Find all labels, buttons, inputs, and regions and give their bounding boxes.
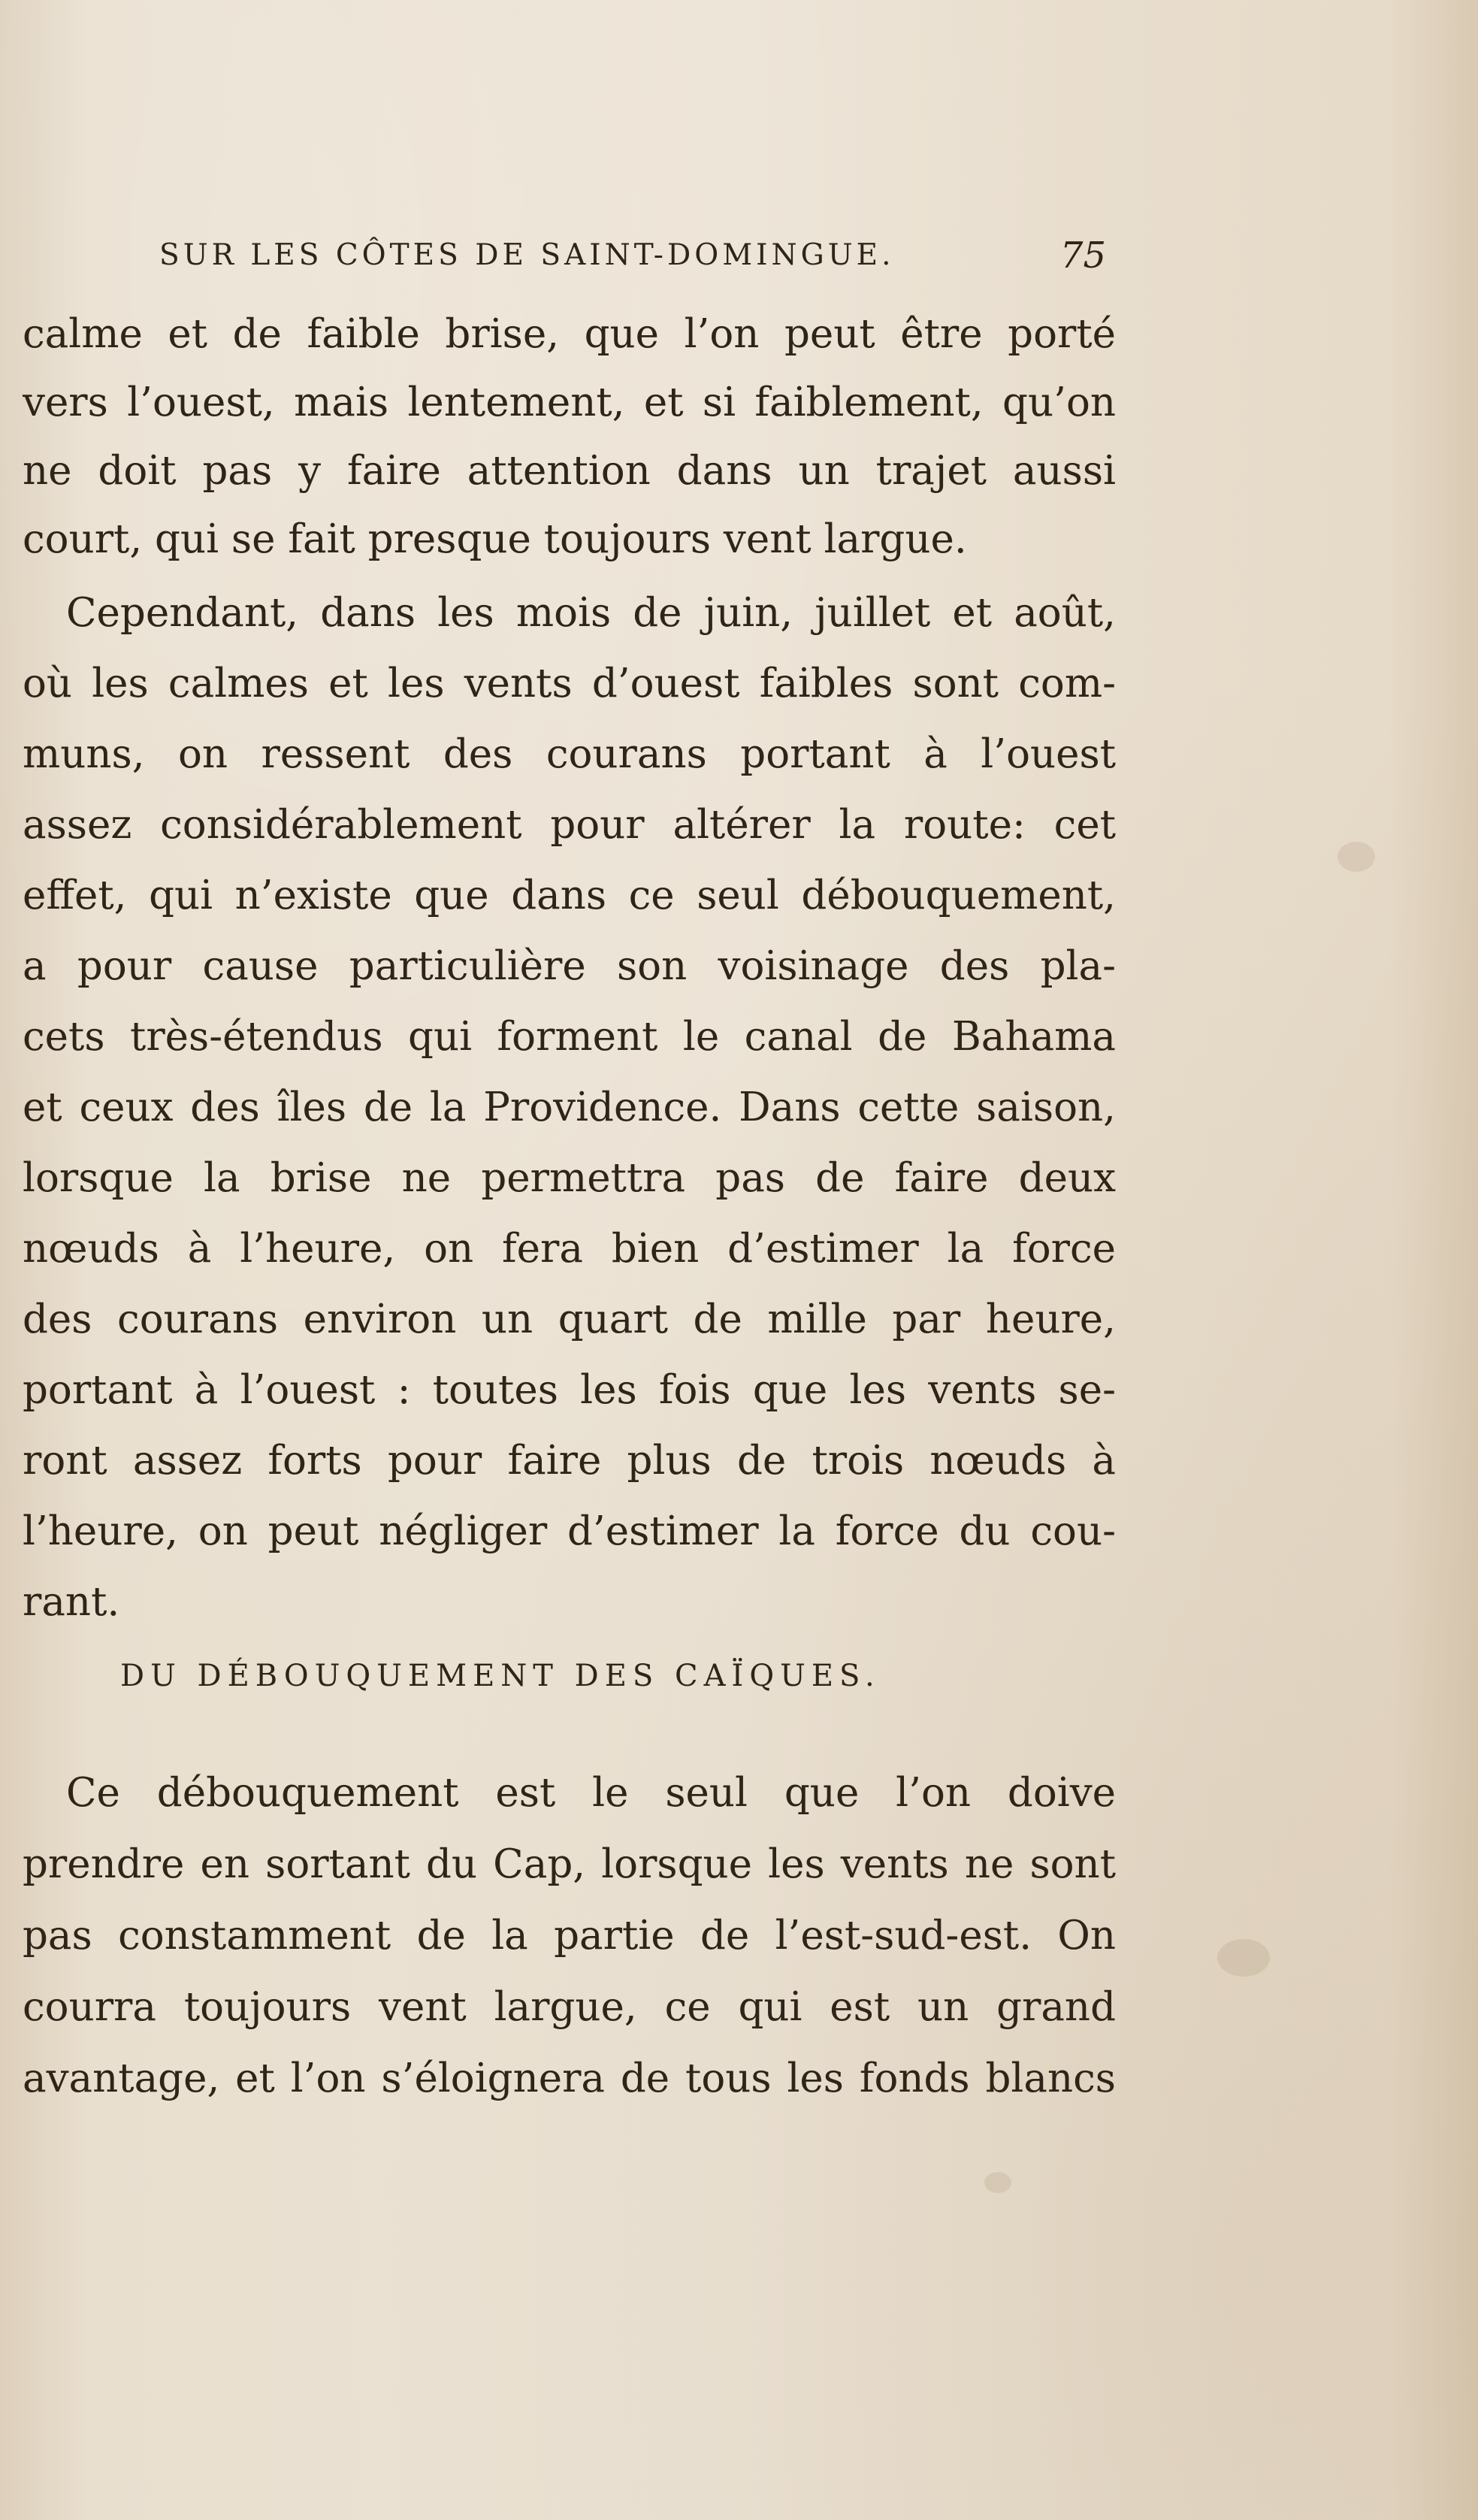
text-line: court, qui se fait presque toujours vent largue. [23, 516, 967, 562]
running-head: SUR LES CÔTES DE SAINT-DOMINGUE. [159, 238, 895, 272]
text-line: lorsque la brise ne permettra pas de faire deux [23, 1155, 1116, 1201]
paper-stain [1337, 842, 1375, 872]
text-line: Cependant, dans les mois de juin, juillet et août, [66, 590, 1116, 636]
text-line: l’heure, on peut négliger d’estimer la force du cou- [23, 1508, 1116, 1554]
text-line: nœuds à l’heure, on fera bien d’estimer la force [23, 1226, 1116, 1272]
text-line: a pour cause particulière son voisinage des pla- [23, 943, 1116, 989]
text-line: portant à l’ouest : toutes les fois que les vents se- [23, 1367, 1116, 1413]
text-line: avantage, et l’on s’éloignera de tous les fonds blancs [23, 2056, 1116, 2101]
text-line: assez considérablement pour altérer la route: cet [23, 802, 1116, 848]
page-header [159, 233, 1106, 278]
text-line: cets très-étendus qui forment le canal de Bahama [23, 1014, 1116, 1060]
paper-stain [1217, 1939, 1270, 1977]
text-line: rant. [23, 1579, 120, 1625]
text-line: prendre en sortant du Cap, lorsque les vents ne sont [23, 1841, 1116, 1887]
text-line: calme et de faible brise, que l’on peut être porté [23, 311, 1116, 357]
text-line: pas constamment de la partie de l’est-sud-est. On [23, 1913, 1116, 1959]
text-line: effet, qui n’existe que dans ce seul débouquement, [23, 873, 1116, 918]
text-line: ne doit pas y faire attention dans un trajet aussi [23, 448, 1116, 494]
section-heading: DU DÉBOUQUEMENT DES CAÏQUES. [120, 1659, 881, 1693]
text-line: muns, on ressent des courans portant à l’ouest [23, 731, 1116, 777]
text-line: des courans environ un quart de mille par heure, [23, 1296, 1116, 1342]
text-line: ront assez forts pour faire plus de trois nœuds à [23, 1438, 1116, 1484]
text-line: vers l’ouest, mais lentement, et si faiblement, qu’on [23, 380, 1116, 425]
text-line: courra toujours vent largue, ce qui est un grand [23, 1984, 1116, 2030]
text-line: où les calmes et les vents d’ouest faibles sont com- [23, 661, 1116, 706]
text-line: et ceux des îles de la Providence. Dans cette saison, [23, 1085, 1116, 1130]
paper-stain [984, 2172, 1011, 2193]
text-line: Ce débouquement est le seul que l’on doive [66, 1770, 1116, 1816]
page-number: 75 [1059, 234, 1106, 277]
